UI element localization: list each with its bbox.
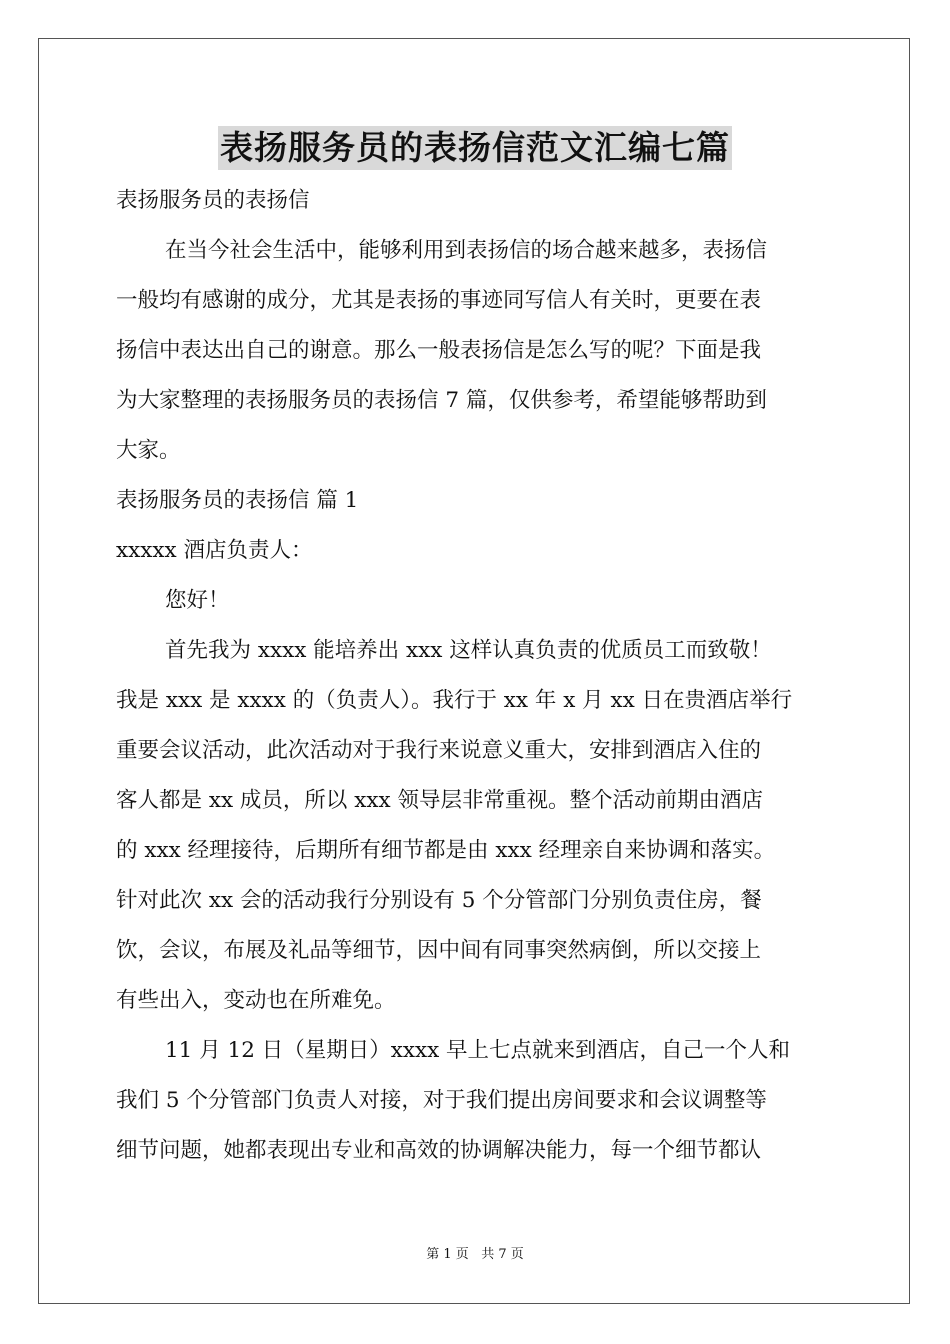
- greeting-line: 您好！: [165, 588, 230, 613]
- paragraph-line: 一般均有感谢的成分，尤其是表扬的事迹同写信人有关时，更要在表: [116, 288, 762, 313]
- paragraph-line: 11 月 12 日（星期日）xxxx 早上七点就来到酒店，自己一个人和: [165, 1038, 791, 1063]
- paragraph-line: 客人都是 xx 成员，所以 xxx 领导层非常重视。整个活动前期由酒店: [116, 788, 763, 813]
- paragraph-line: 针对此次 xx 会的活动我行分别设有 5 个分管部门分别负责住房，餐: [116, 888, 762, 913]
- paragraph-line: 扬信中表达出自己的谢意。那么一般表扬信是怎么写的呢？下面是我: [116, 338, 762, 363]
- document-body: [116, 176, 834, 1176]
- subtitle-line: 表扬服务员的表扬信: [116, 188, 310, 213]
- page-number-footer: 第 1 页 共 7 页: [426, 1247, 524, 1262]
- paragraph-line: 的 xxx 经理接待，后期所有细节都是由 xxx 经理亲自来协调和落实。: [116, 838, 776, 863]
- paragraph-line: 细节问题，她都表现出专业和高效的协调解决能力，每一个细节都认: [116, 1138, 762, 1163]
- paragraph-line: 大家。: [116, 438, 181, 463]
- paragraph-line: 首先我为 xxxx 能培养出 xxx 这样认真负责的优质员工而致敬！: [165, 638, 772, 663]
- paragraph-line: 为大家整理的表扬服务员的表扬信 7 篇，仅供参考，希望能够帮助到: [116, 388, 767, 413]
- section-heading: 表扬服务员的表扬信 篇 1: [116, 488, 359, 513]
- paragraph-line: 饮，会议，布展及礼品等细节，因中间有同事突然病倒，所以交接上: [116, 938, 762, 963]
- paragraph-line: 有些出入，变动也在所难免。: [116, 988, 396, 1013]
- paragraph-line: 我们 5 个分管部门负责人对接，对于我们提出房间要求和会议调整等: [116, 1088, 767, 1113]
- paragraph-line: 重要会议活动，此次活动对于我行来说意义重大，安排到酒店入住的: [116, 738, 762, 763]
- document-title: 表扬服务员的表扬信范文汇编七篇: [218, 126, 732, 170]
- title-container: [0, 126, 950, 170]
- salutation-line: xxxxx 酒店负责人：: [116, 538, 313, 563]
- paragraph-line: 我是 xxx 是 xxxx 的（负责人）。我行于 xx 年 x 月 xx 日在贵酒店举行: [116, 688, 793, 713]
- paragraph-line: 在当今社会生活中，能够利用到表扬信的场合越来越多，表扬信: [165, 238, 768, 263]
